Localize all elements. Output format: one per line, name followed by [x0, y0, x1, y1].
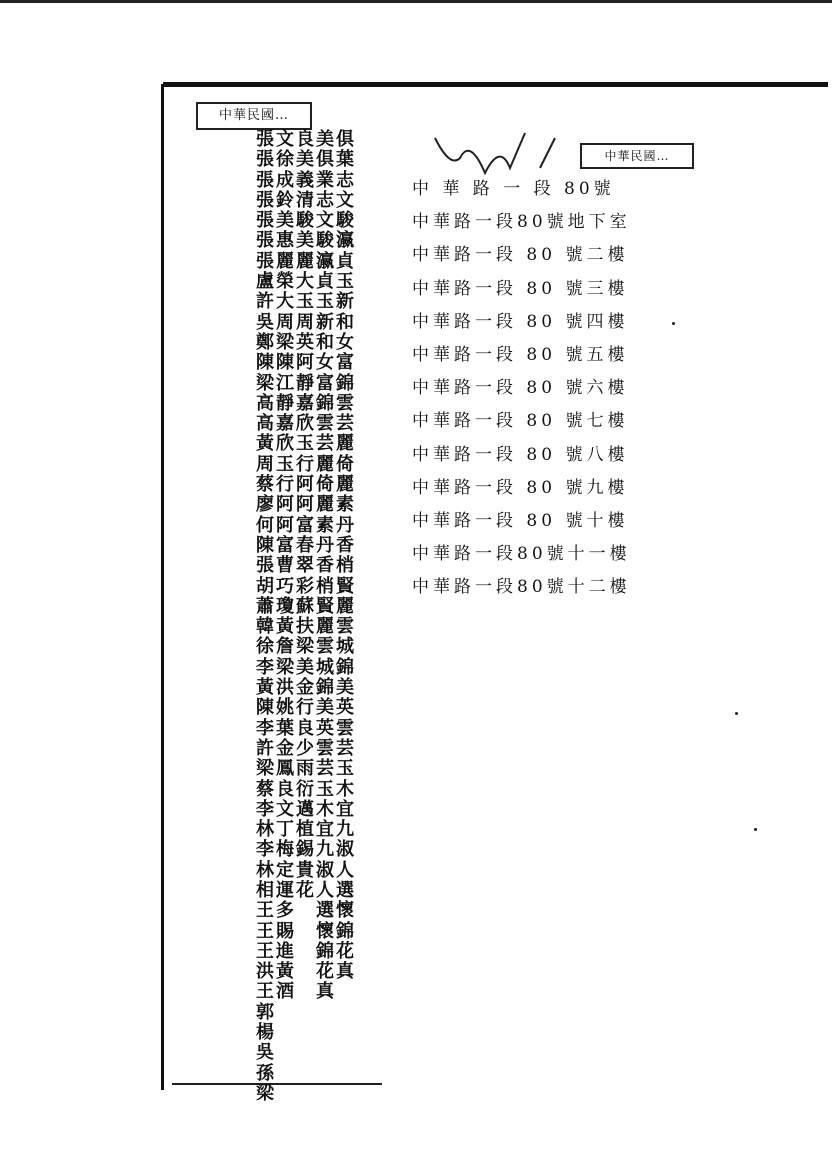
left-rule — [161, 84, 164, 1090]
address-line: 中華路一段 80 號二樓 — [412, 245, 629, 266]
address-list — [412, 176, 652, 607]
address-line: 中華路一段 80 號八樓 — [412, 444, 629, 465]
address-line: 中華路一段80號十二樓 — [412, 577, 631, 598]
scan-top-edge — [0, 0, 832, 3]
address-line: 中華路一段 80 號四樓 — [412, 311, 629, 332]
address-line: 中 華 路 一 段 80號 — [412, 179, 615, 199]
address-line: 中華路一段 80 號五樓 — [412, 344, 629, 365]
stamp-left: 中華民國… — [196, 102, 312, 130]
address-line: 中華路一段 80 號三樓 — [412, 278, 629, 299]
address-line: 中華路一段 80 號十樓 — [412, 510, 629, 531]
address-line: 中華路一段80號地下室 — [412, 212, 631, 233]
address-line: 中華路一段 80 號七樓 — [412, 411, 629, 432]
address-line: 中華路一段80號十一樓 — [412, 544, 631, 565]
speck — [672, 322, 675, 325]
speck — [735, 712, 738, 715]
name-column: 文 徐 成 鈴 美 惠 麗 榮 大 周 梁 陳 江 靜 嘉 欣 玉 行 阿 阿 富 曹 巧 瓊 黃 詹 梁 洪 姚 葉 金 鳳 良 文 丁 梅 定 運 多 賜 進 黃 酒 — [276, 129, 294, 1003]
stamp-right: 中華民國… — [580, 143, 694, 169]
name-column: 良 美 義 清 駿 美 麗 大 玉 周 英 阿 靜 嘉 欣 玉 行 阿 阿 富 春 翠 彩 蘇 扶 梁 美 金 行 良 少 雨 衍 邁 植 錫 貴 花 — [296, 129, 314, 901]
top-rule — [163, 82, 828, 87]
name-column: 張 張 張 張 張 張 張 盧 許 吳 鄭 陳 梁 高 高 黃 周 蔡 廖 何 陳 張 胡 蕭 韓 徐 李 黃 陳 李 許 梁 蔡 李 林 李 林 相 王 王 王 洪 王 郭 楊 吳 孫 梁 — [256, 129, 274, 1104]
address-line: 中華路一段 80 號九樓 — [412, 477, 629, 498]
speck — [754, 828, 757, 831]
name-column: 美 俱 業 志 文 駿 瀛 貞 玉 新 和 女 富 錦 雲 芸 麗 倚 麗 素 丹 香 梢 賢 麗 雲 城 錦 美 英 雲 芸 玉 木 宜 九 淑 人 選 懷 錦 花 真 — [316, 129, 334, 1003]
bottom-rule — [172, 1083, 382, 1085]
name-column: 俱 葉 志 文 駿 瀛 貞 玉 新 和 女 富 錦 雲 芸 麗 倚 麗 素 丹 香 梢 賢 麗 雲 城 錦 美 英 雲 芸 玉 木 宜 九 淑 人 選 懷 錦 花 真 — [336, 129, 354, 983]
address-line: 中華路一段 80 號六樓 — [412, 378, 629, 399]
